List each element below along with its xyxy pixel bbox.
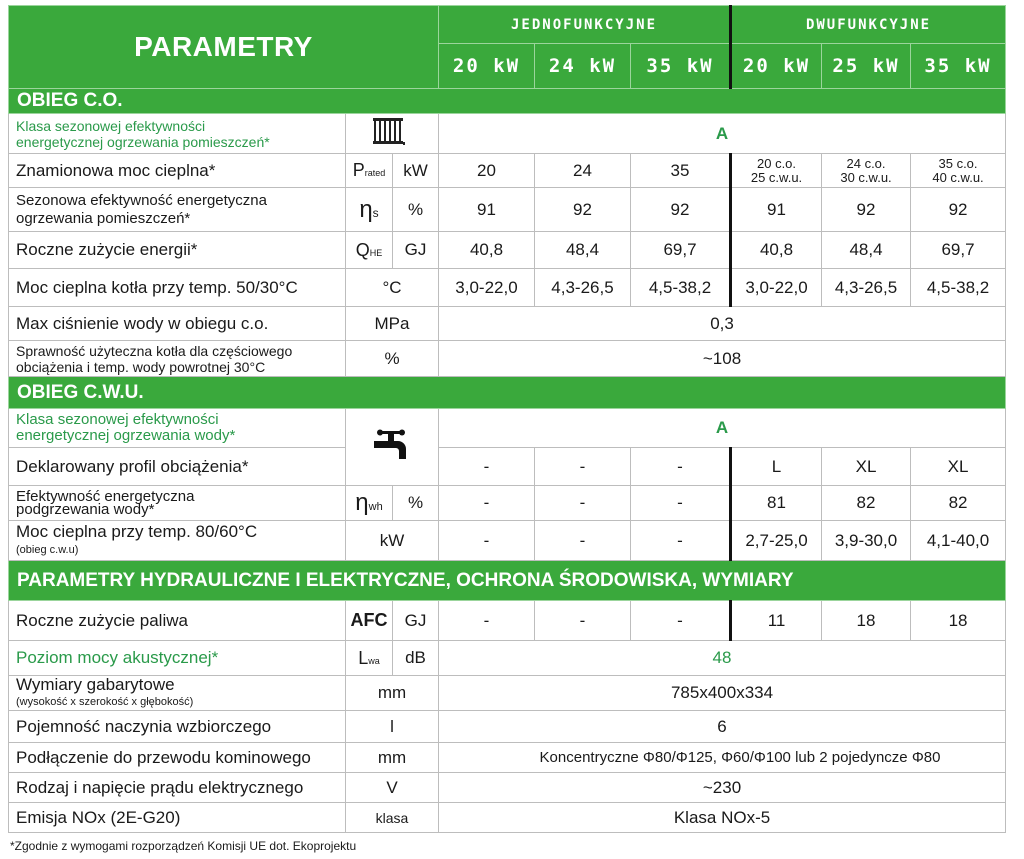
- group-dual-function: DWUFUNKCYJNE: [731, 6, 1006, 44]
- cell: 91: [439, 188, 535, 232]
- cell: 3,9-30,0: [822, 521, 911, 561]
- row-label: Klasa sezonowej efektywności energetycznej ogrzewania wody*: [9, 409, 346, 448]
- cell: ~108: [439, 341, 1006, 377]
- cell: -: [631, 601, 731, 641]
- unit: %: [393, 486, 439, 521]
- row-label: Klasa sezonowej efektywności energetycznej ogrzewania pomieszczeń*: [9, 114, 346, 154]
- col-header: 24 kW: [535, 44, 631, 89]
- section-co: OBIEG C.O.: [9, 89, 1006, 114]
- row-label: Poziom mocy akustycznej*: [9, 641, 346, 676]
- cell: 48,4: [535, 232, 631, 269]
- row-label: Roczne zużycie energii*: [9, 232, 346, 269]
- group-single-function: JEDNOFUNKCYJNE: [439, 6, 731, 44]
- symbol: QHE: [346, 232, 393, 269]
- table-row: [9, 676, 1006, 711]
- cell: 92: [911, 188, 1006, 232]
- table-row: [9, 448, 1006, 486]
- col-header: 35 kW: [911, 44, 1006, 89]
- cell: 0,3: [439, 307, 1006, 341]
- section-cwu: OBIEG C.W.U.: [9, 377, 1006, 409]
- cell: 4,1-40,0: [911, 521, 1006, 561]
- row-label: Sprawność użyteczna kotła dla częściowego obciążenia i temp. wody powrotnej 30°C: [9, 341, 346, 377]
- col-header: 25 kW: [822, 44, 911, 89]
- cell: 6: [439, 711, 1006, 743]
- cell: 4,5-38,2: [911, 269, 1006, 307]
- cell: 92: [822, 188, 911, 232]
- unit: kW: [393, 154, 439, 188]
- row-label: Znamionowa moc cieplna*: [9, 154, 346, 188]
- unit: °C: [346, 269, 439, 307]
- cell: -: [631, 448, 731, 486]
- cell: 82: [911, 486, 1006, 521]
- col-header: 20 kW: [731, 44, 822, 89]
- radiator-icon: [346, 114, 439, 154]
- table-row: [9, 188, 1006, 232]
- symbol: ηs: [346, 188, 393, 232]
- row-label: Moc cieplna przy temp. 80/60°C (obieg c.w.u): [9, 521, 346, 561]
- table-row: [9, 601, 1006, 641]
- cell: 48,4: [822, 232, 911, 269]
- cell: 35: [631, 154, 731, 188]
- unit: dB: [393, 641, 439, 676]
- cell: 24: [535, 154, 631, 188]
- cell: 40,8: [439, 232, 535, 269]
- table-row: [9, 521, 1006, 561]
- cell: -: [439, 601, 535, 641]
- row-label: Roczne zużycie paliwa: [9, 601, 346, 641]
- row-label: Max ciśnienie wody w obiegu c.o.: [9, 307, 346, 341]
- row-label: Moc cieplna kotła przy temp. 50/30°C: [9, 269, 346, 307]
- symbol: AFC: [346, 601, 393, 641]
- table-row: [9, 114, 1006, 154]
- cell: -: [535, 601, 631, 641]
- cell: 20: [439, 154, 535, 188]
- table-row: [9, 486, 1006, 521]
- cwu-class-value: A: [439, 409, 1006, 448]
- footnote: *Zgodnie z wymogami rozporządzeń Komisji UE dot. Ekoprojektu: [10, 839, 357, 853]
- col-header: 35 kW: [631, 44, 731, 89]
- cell: 11: [731, 601, 822, 641]
- unit: mm: [346, 743, 439, 773]
- table-row: [9, 711, 1006, 743]
- unit: klasa: [346, 803, 439, 833]
- cell: 48: [439, 641, 1006, 676]
- cell: 40,8: [731, 232, 822, 269]
- cell: -: [439, 448, 535, 486]
- co-class-value: A: [439, 114, 1006, 154]
- cell: -: [535, 486, 631, 521]
- col-header: 20 kW: [439, 44, 535, 89]
- table-row: [9, 803, 1006, 833]
- cell: Koncentryczne Φ80/Φ125, Φ60/Φ100 lub 2 pojedyncze Φ80: [439, 743, 1006, 773]
- cell: XL: [911, 448, 1006, 486]
- cell: XL: [822, 448, 911, 486]
- unit: V: [346, 773, 439, 803]
- table-row: [9, 641, 1006, 676]
- symbol: ηwh: [346, 486, 393, 521]
- parameters-table: [8, 5, 1006, 833]
- unit: %: [393, 188, 439, 232]
- table-row: [9, 743, 1006, 773]
- cell: 92: [631, 188, 731, 232]
- cell: -: [535, 521, 631, 561]
- cell: 92: [535, 188, 631, 232]
- cell: 35 c.o. 40 c.w.u.: [911, 154, 1006, 188]
- unit: GJ: [393, 232, 439, 269]
- table-row: [9, 341, 1006, 377]
- cell: 2,7-25,0: [731, 521, 822, 561]
- cell: 69,7: [631, 232, 731, 269]
- row-label: Sezonowa efektywność energetyczna ogrzewania pomieszczeń*: [9, 188, 346, 232]
- cell: 82: [822, 486, 911, 521]
- cell: 20 c.o. 25 c.w.u.: [731, 154, 822, 188]
- unit: kW: [346, 521, 439, 561]
- unit: MPa: [346, 307, 439, 341]
- cell: ~230: [439, 773, 1006, 803]
- unit: %: [346, 341, 439, 377]
- cell: Klasa NOx-5: [439, 803, 1006, 833]
- row-label: Deklarowany profil obciążenia*: [9, 448, 346, 486]
- unit: mm: [346, 676, 439, 711]
- cell: 81: [731, 486, 822, 521]
- table-row: [9, 154, 1006, 188]
- row-label: Rodzaj i napięcie prądu elektrycznego: [9, 773, 346, 803]
- row-label: Pojemność naczynia wzbiorczego: [9, 711, 346, 743]
- cell: -: [535, 448, 631, 486]
- cell: 785x400x334: [439, 676, 1006, 711]
- water-tap-icon: [346, 409, 439, 486]
- cell: 4,3-26,5: [822, 269, 911, 307]
- cell: -: [631, 486, 731, 521]
- cell: 91: [731, 188, 822, 232]
- row-label: Podłączenie do przewodu kominowego: [9, 743, 346, 773]
- table-row: [9, 773, 1006, 803]
- row-label: Wymiary gabarytowe (wysokość x szerokość x głębokość): [9, 676, 346, 711]
- cell: -: [631, 521, 731, 561]
- cell: 3,0-22,0: [439, 269, 535, 307]
- header-title: PARAMETRY: [9, 6, 439, 89]
- section-hydraulic: PARAMETRY HYDRAULICZNE I ELEKTRYCZNE, OCHRONA ŚRODOWISKA, WYMIARY: [9, 561, 1006, 601]
- cell: -: [439, 486, 535, 521]
- table-row: [9, 269, 1006, 307]
- cell: 18: [822, 601, 911, 641]
- symbol: Lwa: [346, 641, 393, 676]
- table-row: [9, 307, 1006, 341]
- cell: 69,7: [911, 232, 1006, 269]
- cell: 24 c.o. 30 c.w.u.: [822, 154, 911, 188]
- unit: l: [346, 711, 439, 743]
- cell: -: [439, 521, 535, 561]
- symbol: Prated: [346, 154, 393, 188]
- table-row: [9, 232, 1006, 269]
- cell: 18: [911, 601, 1006, 641]
- cell: 4,3-26,5: [535, 269, 631, 307]
- row-label: Efektywność energetyczna podgrzewania wody*: [9, 486, 346, 521]
- row-label: Emisja NOx (2E-G20): [9, 803, 346, 833]
- table-row: [9, 409, 1006, 448]
- cell: 3,0-22,0: [731, 269, 822, 307]
- cell: L: [731, 448, 822, 486]
- cell: 4,5-38,2: [631, 269, 731, 307]
- unit: GJ: [393, 601, 439, 641]
